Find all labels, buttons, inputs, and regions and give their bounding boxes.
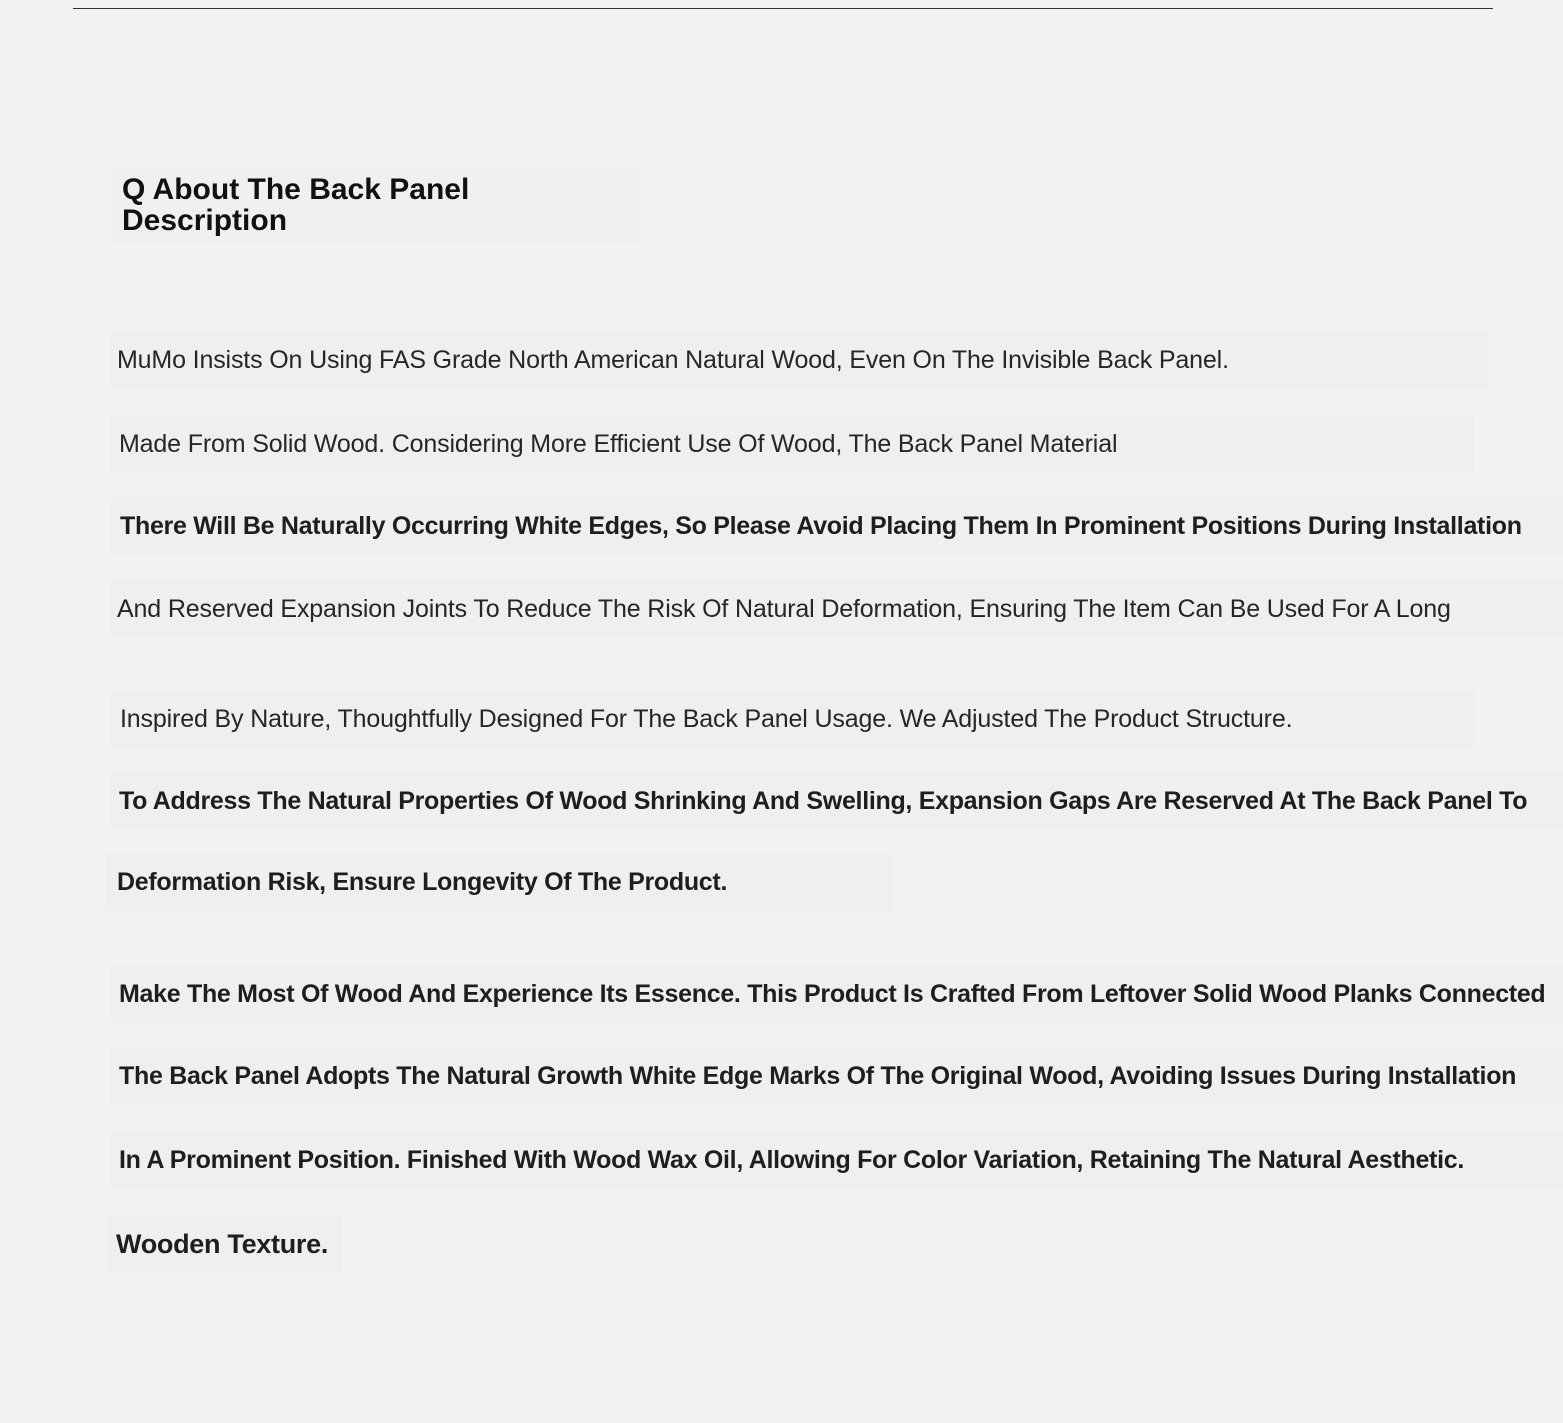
description-line-9: The Back Panel Adopts The Natural Growth White Edge Marks Of The Original Wood, Avoiding Issues During Installation — [110, 1047, 1563, 1105]
title-block — [110, 168, 646, 244]
page-title: Q About The Back Panel Description — [122, 173, 470, 237]
description-line-10: In A Prominent Position. Finished With Wood Wax Oil, Allowing For Color Variation, Retaining The Natural Aesthetic. — [110, 1131, 1563, 1189]
description-line-5: Inspired By Nature, Thoughtfully Designed For The Back Panel Usage. We Adjusted The Product Structure. — [110, 690, 1475, 748]
description-line-2: Made From Solid Wood. Considering More Efficient Use Of Wood, The Back Panel Material — [110, 415, 1474, 473]
description-line-11: Wooden Texture. — [107, 1215, 342, 1273]
description-line-4: And Reserved Expansion Joints To Reduce The Risk Of Natural Deformation, Ensuring The Item Can Be Used For A Long — [110, 580, 1563, 638]
description-line-8: Make The Most Of Wood And Experience Its Essence. This Product Is Crafted From Leftover Solid Wood Planks Connected — [110, 965, 1563, 1023]
description-line-1: MuMo Insists On Using FAS Grade North American Natural Wood, Even On The Invisible Back Panel. — [110, 331, 1487, 389]
description-line-6: To Address The Natural Properties Of Wood Shrinking And Swelling, Expansion Gaps Are Reserved At The Back Panel To — [110, 772, 1563, 830]
top-divider — [73, 8, 1493, 9]
description-line-7: Deformation Risk, Ensure Longevity Of The Product. — [106, 853, 892, 911]
description-line-3: There Will Be Naturally Occurring White Edges, So Please Avoid Placing Them In Prominent Positions During Installation — [110, 497, 1563, 555]
